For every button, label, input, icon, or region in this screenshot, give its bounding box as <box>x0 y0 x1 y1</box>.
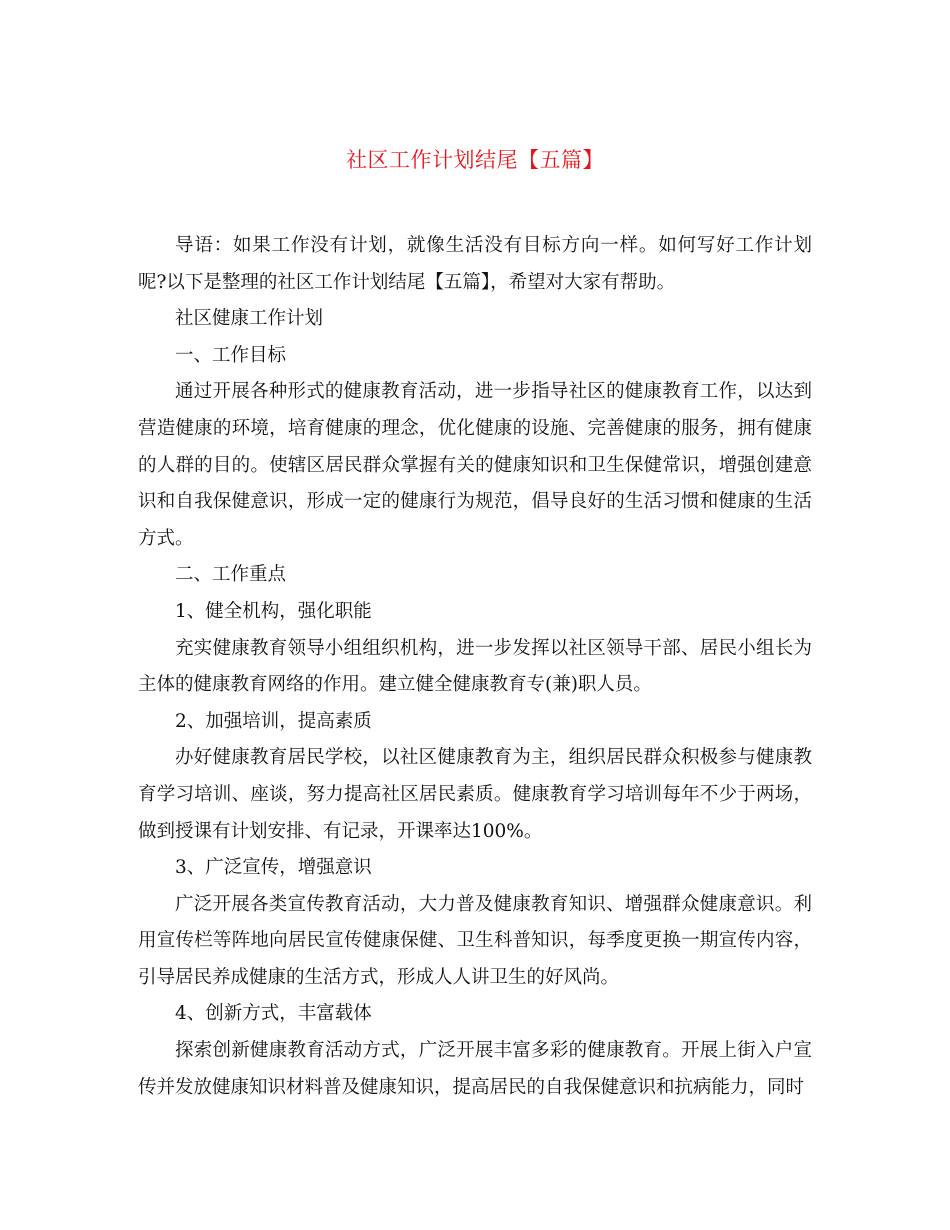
body-paragraph: 充实健康教育领导小组组织机构，进一步发挥以社区领导干部、居民小组长为主体的健康教育网络的作用。建立健全健康教育专(兼)职人员。 <box>138 637 812 696</box>
subheading-focus: 二、工作重点 <box>175 564 287 586</box>
body-paragraph: 通过开展各种形式的健康教育活动，进一步指导社区的健康教育工作，以达到营造健康的环境，培育健康的理念，优化健康的设施、完善健康的服务，拥有健康的人群的目的。使辖区居民群众掌握有关的健康知识和卫生保健常识，增强创建意识和自我保健意识，形成一定的健康行为规范，倡导良好的生活习惯和健康的生活方式。 <box>138 381 812 549</box>
document-title: 社区工作计划结尾【五篇】 <box>346 148 604 172</box>
list-item-heading: 4、创新方式，丰富载体 <box>175 1003 372 1025</box>
list-item-heading: 3、广泛宣传，增强意识 <box>175 857 372 879</box>
section-heading: 社区健康工作计划 <box>175 308 324 330</box>
body-paragraph: 广泛开展各类宣传教育活动，大力普及健康教育知识、增强群众健康意识。利用宣传栏等阵地向居民宣传健康保健、卫生科普知识，每季度更换一期宣传内容，引导居民养成健康的生活方式，形成人人讲卫生的好风尚。 <box>138 893 812 988</box>
body-paragraph: 办好健康教育居民学校，以社区健康教育为主，组织居民群众积极参与健康教育学习培训、座谈，努力提高社区居民素质。健康教育学习培训每年不少于两场，做到授课有计划安排、有记录，开课率达100%。 <box>138 747 812 842</box>
body-paragraph: 探索创新健康教育活动方式，广泛开展丰富多彩的健康教育。开展上街入户宣传并发放健康知识材料普及健康知识，提高居民的自我保健意识和抗病能力，同时 <box>138 1040 812 1098</box>
intro-paragraph: 导语：如果工作没有计划，就像生活没有目标方向一样。如何写好工作计划呢?以下是整理的社区工作计划结尾【五篇】，希望对大家有帮助。 <box>138 235 812 293</box>
document-body <box>138 228 812 1106</box>
list-item-heading: 1、健全机构，强化职能 <box>175 600 372 622</box>
subheading-goals: 一、工作目标 <box>175 344 287 366</box>
list-item-heading: 2、加强培训，提高素质 <box>175 710 372 732</box>
